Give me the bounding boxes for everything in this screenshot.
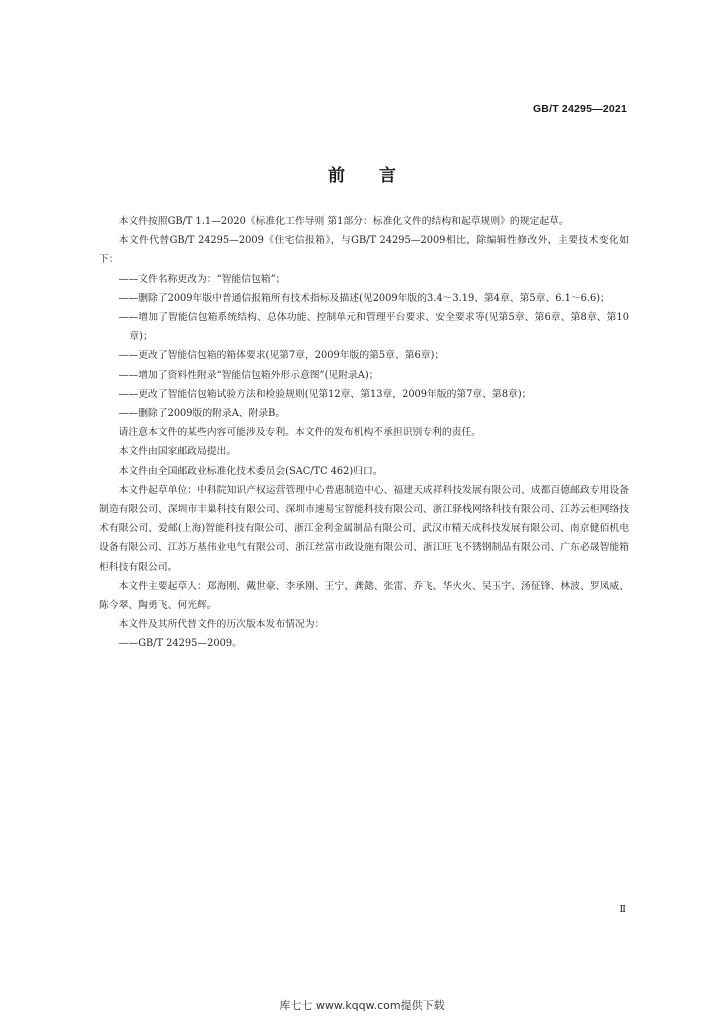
paragraph-drafting-rule: 本文件按照GB/T 1.1—2020《标准化工作导则 第1部分：标准化文件的结构和起草规则》的规定起草。 <box>118 216 569 227</box>
edition-item-2009: ——GB/T 24295—2009。 <box>118 638 242 650</box>
paragraph-under-jurisdiction: 本文件由全国邮政业标准化技术委员会(SAC/TC 462)归口。 <box>118 465 383 477</box>
standard-code: GB/T 24295—2021 <box>532 103 627 115</box>
paragraph-drafters: 本文件主要起草人：郑海刚、戴世豪、李承刚、王宁、龚懿、张雷、乔飞、华火火、吴玉宇、汤征锋、林波、罗凤威、陈今翠、陶勇飞、何光辉。 <box>99 580 629 612</box>
paragraph-edition-history: 本文件及其所代替文件的历次版本发布情况为： <box>118 619 325 631</box>
foreword-body <box>99 212 629 654</box>
paragraph-replaces: 本文件代替GB/T 24295—2009《住宅信报箱》，与GB/T 24295—2009相比，除编辑性修改外，主要技术变化如下： <box>99 235 629 266</box>
title-char-left: 前 <box>328 166 345 186</box>
page-title <box>0 161 724 186</box>
download-footer: 库七七 www.kqqw.com提供下载 <box>279 999 445 1012</box>
change-item-title: ——文件名称更改为：“智能信包箱”； <box>118 273 286 285</box>
change-item-test-methods: ——更改了智能信包箱试验方法和检验规则(见第12章、第13章，2009年版的第7章、第8章)； <box>118 388 532 400</box>
change-item-added-system: ——增加了智能信包箱系统结构、总体功能、控制单元和管理平台要求、安全要求等(见第5章、第6章、第8章、第10章)； <box>118 312 629 343</box>
change-item-appendix-a: ——增加了资料性附录“智能信包箱外形示意图”(见附录A)； <box>118 369 379 381</box>
title-char-right: 言 <box>379 166 396 186</box>
paragraph-patent-notice: 请注意本文件的某些内容可能涉及专利。本文件的发布机构不承担识别专利的责任。 <box>118 427 482 439</box>
change-item-box-requirements: ——更改了智能信包箱的箱体要求(见第7章，2009年版的第5章、第6章)； <box>118 350 445 362</box>
page-number: Ⅱ <box>619 904 626 915</box>
change-item-deleted-indicators: ——删除了2009年版中普通信报箱所有技术指标及描述(见2009年版的3.4～3.19、第4章、第5章、6.1～6.6)； <box>118 292 610 304</box>
paragraph-proposed-by: 本文件由国家邮政局提出。 <box>118 446 237 458</box>
change-item-deleted-appendix: ——删除了2009版的附录A、附录B。 <box>118 408 286 420</box>
paragraph-drafting-units: 本文件起草单位：中科院知识产权运营管理中心普惠制造中心、福建天成祥科技发展有限公司、成都百德邮政专用设备制造有限公司、深圳市丰巢科技有限公司、深圳市速易宝智能科技有限公司、浙江驿栈网络科技有限公司、江苏云柜网络技术有限公司、爱邮(上海)智能科技有限公司、浙江金利金属制品有限公司、武汉市精天成科技发展有限公司、南京健佰机电设备有限公司、江苏万基伟业电气有限公司、浙江丝富市政设施有限公司、浙江旺飞不锈钢制品有限公司、广东必晟智能箱柜科技有限公司。 <box>99 484 629 573</box>
